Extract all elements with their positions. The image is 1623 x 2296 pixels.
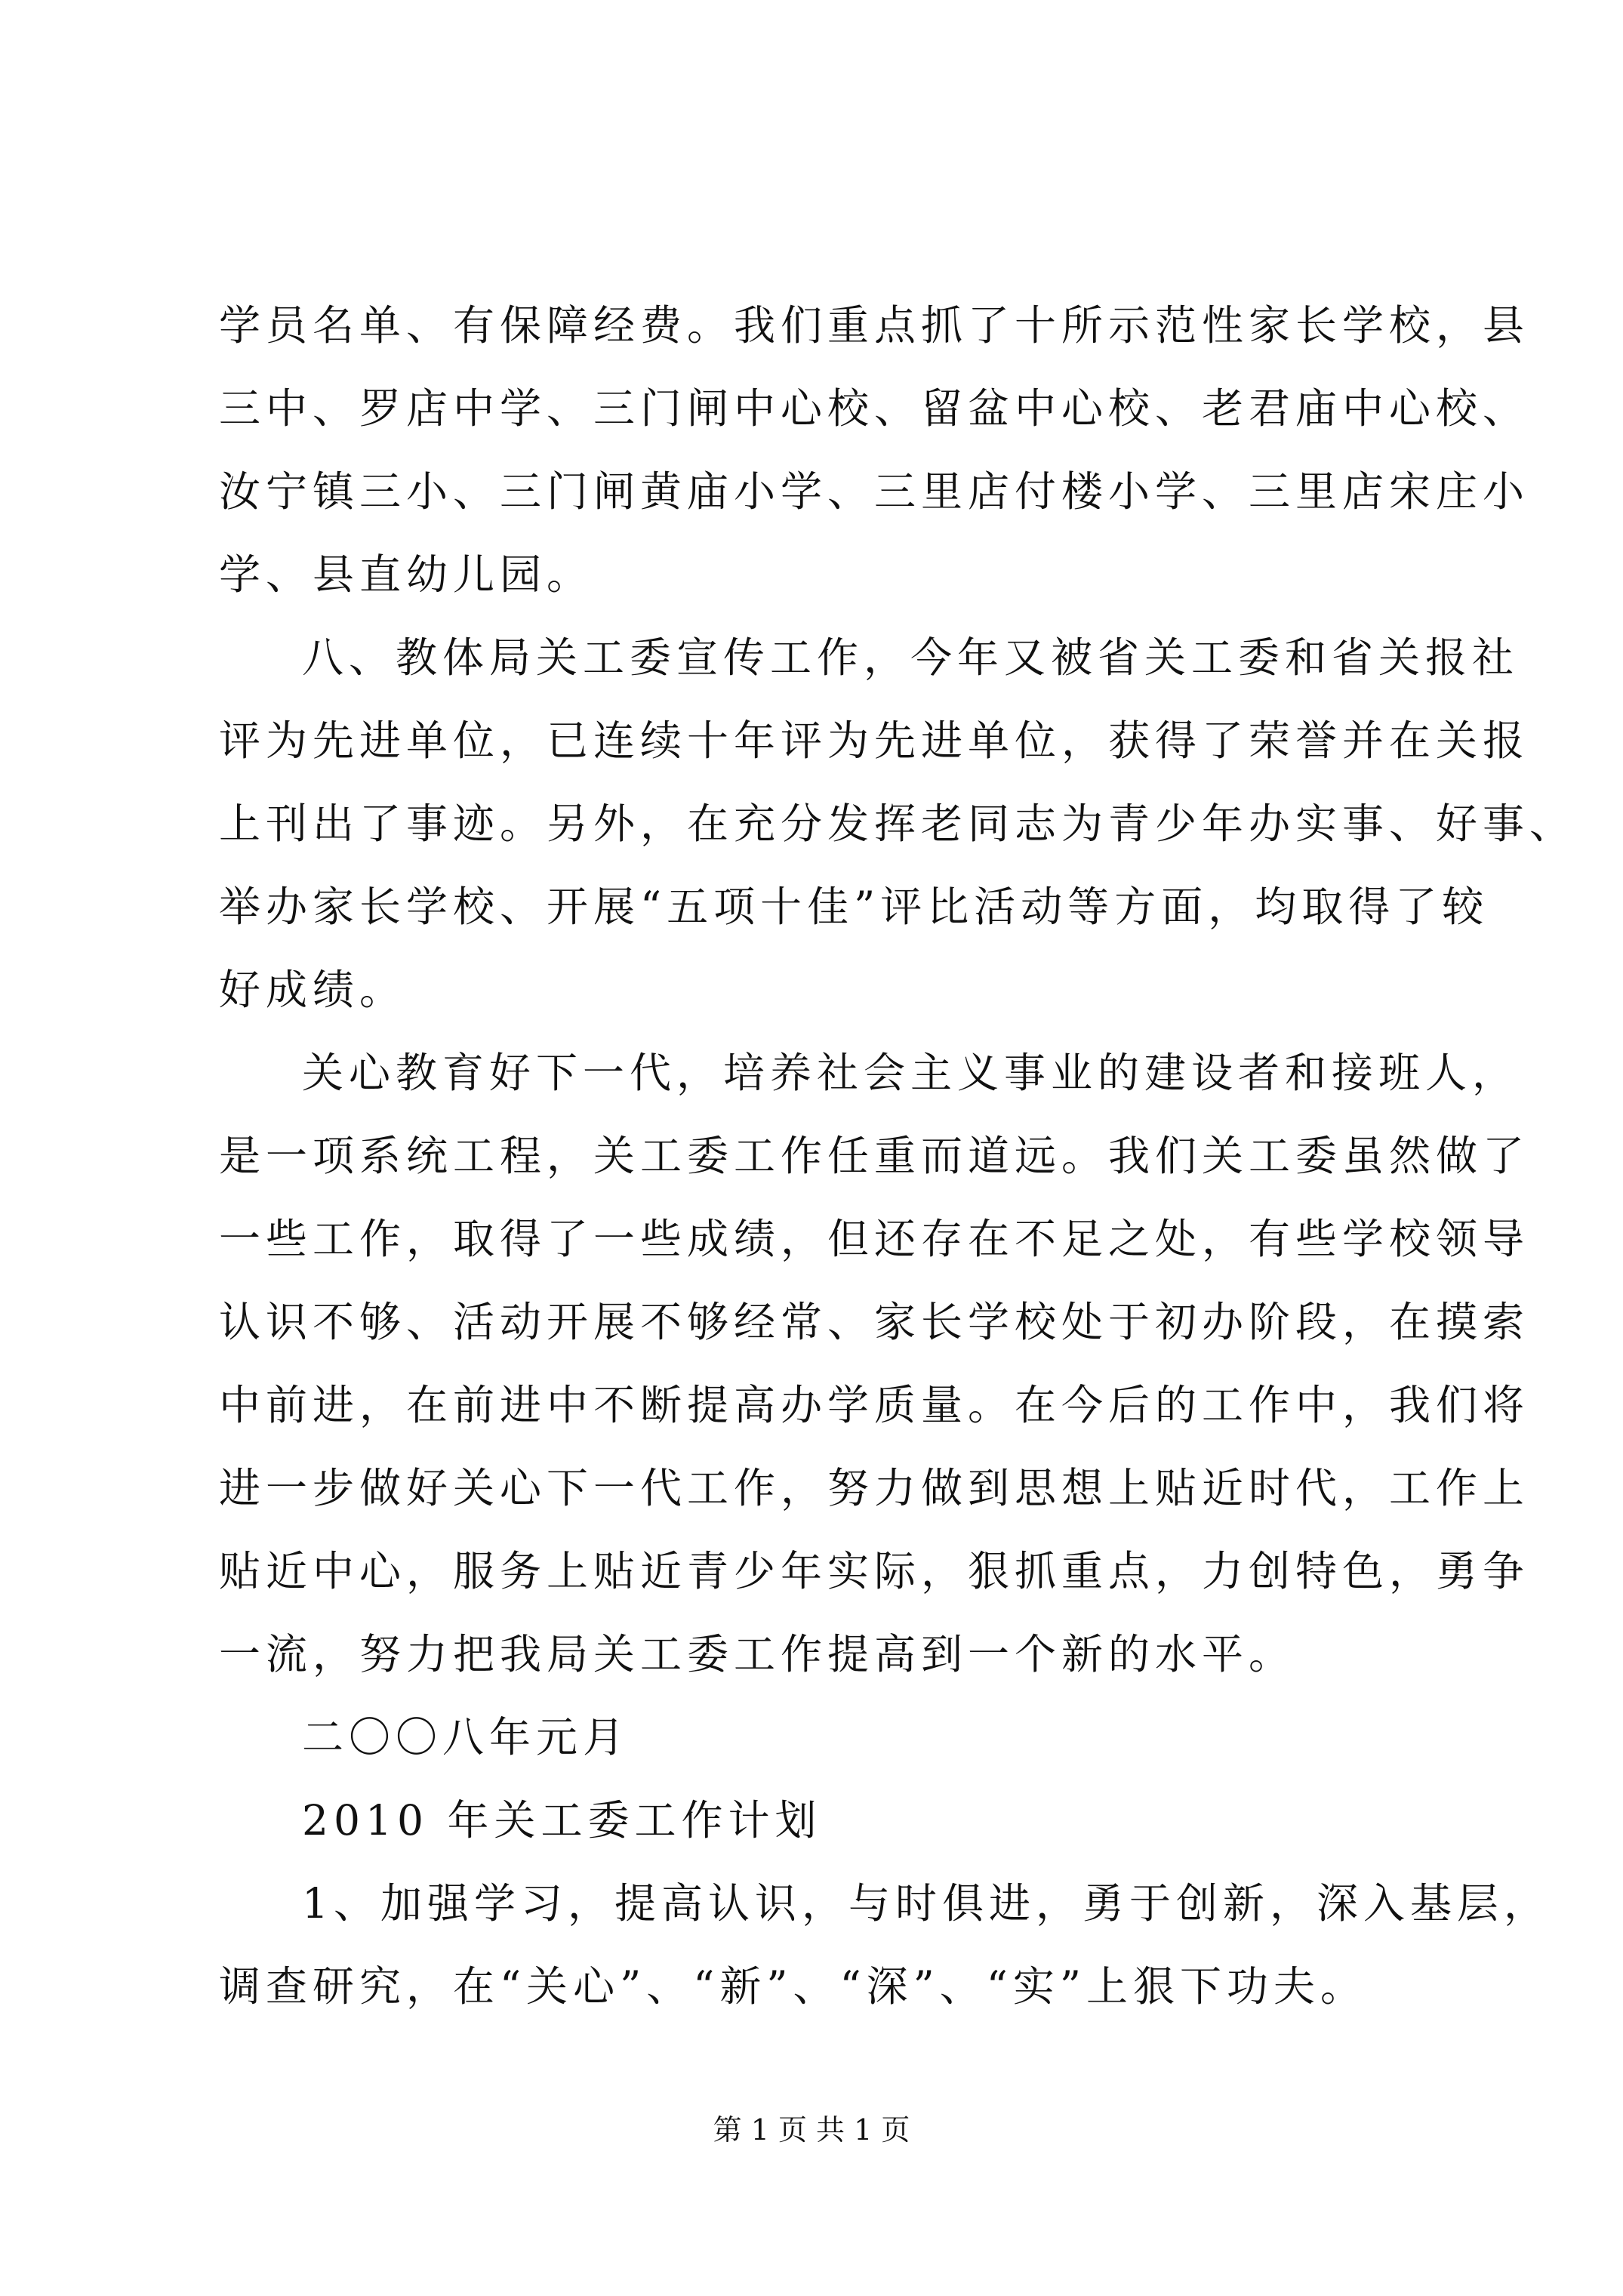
text-line: 举办家长学校、开展“五项十佳”评比活动等方面，均取得了较: [219, 883, 1489, 931]
text-line: 学员名单、有保障经费。我们重点抓了十所示范性家长学校，县: [219, 301, 1530, 350]
page-number-footer: 第 1 页 共 1 页: [713, 2113, 910, 2147]
date-line: 二〇〇八年元月: [302, 1713, 630, 1761]
section-title: 2010 年关工委工作计划: [302, 1796, 822, 1845]
text-line: 调查研究，在“关心”、“新”、“深”、“实”上狠下功夫。: [219, 1962, 1367, 2011]
text-line: 1、加强学习，提高认识，与时俱进，勇于创新，深入基层，: [302, 1879, 1551, 1928]
text-line: 学、县直幼儿园。: [219, 550, 594, 599]
text-line: 评为先进单位，已连续十年评为先进单位，获得了荣誉并在关报: [219, 717, 1530, 765]
text-line: 中前进，在前进中不断提高办学质量。在今后的工作中，我们将: [219, 1381, 1530, 1429]
text-line: 八、教体局关工委宣传工作，今年又被省关工委和省关报社: [302, 633, 1520, 682]
text-line: 进一步做好关心下一代工作，努力做到思想上贴近时代，工作上: [219, 1464, 1530, 1512]
text-line: 一些工作，取得了一些成绩，但还存在不足之处，有些学校领导: [219, 1215, 1530, 1263]
text-line: 是一项系统工程，关工委工作任重而道远。我们关工委虽然做了: [219, 1132, 1530, 1180]
text-line: 一流，努力把我局关工委工作提高到一个新的水平。: [219, 1630, 1296, 1678]
text-line: 关心教育好下一代，培养社会主义事业的建设者和接班人，: [302, 1049, 1520, 1097]
text-line: 汝宁镇三小、三门闸黄庙小学、三里店付楼小学、三里店宋庄小: [219, 467, 1530, 516]
text-line: 三中、罗店中学、三门闸中心校、留盆中心校、老君庙中心校、: [219, 384, 1530, 433]
text-line: 上刊出了事迹。另外，在充分发挥老同志为青少年办实事、好事、: [219, 800, 1577, 848]
text-line: 好成绩。: [219, 966, 407, 1014]
text-line: 认识不够、活动开展不够经常、家长学校处于初办阶段，在摸索: [219, 1298, 1530, 1346]
text-line: 贴近中心，服务上贴近青少年实际，狠抓重点，力创特色，勇争: [219, 1547, 1530, 1595]
